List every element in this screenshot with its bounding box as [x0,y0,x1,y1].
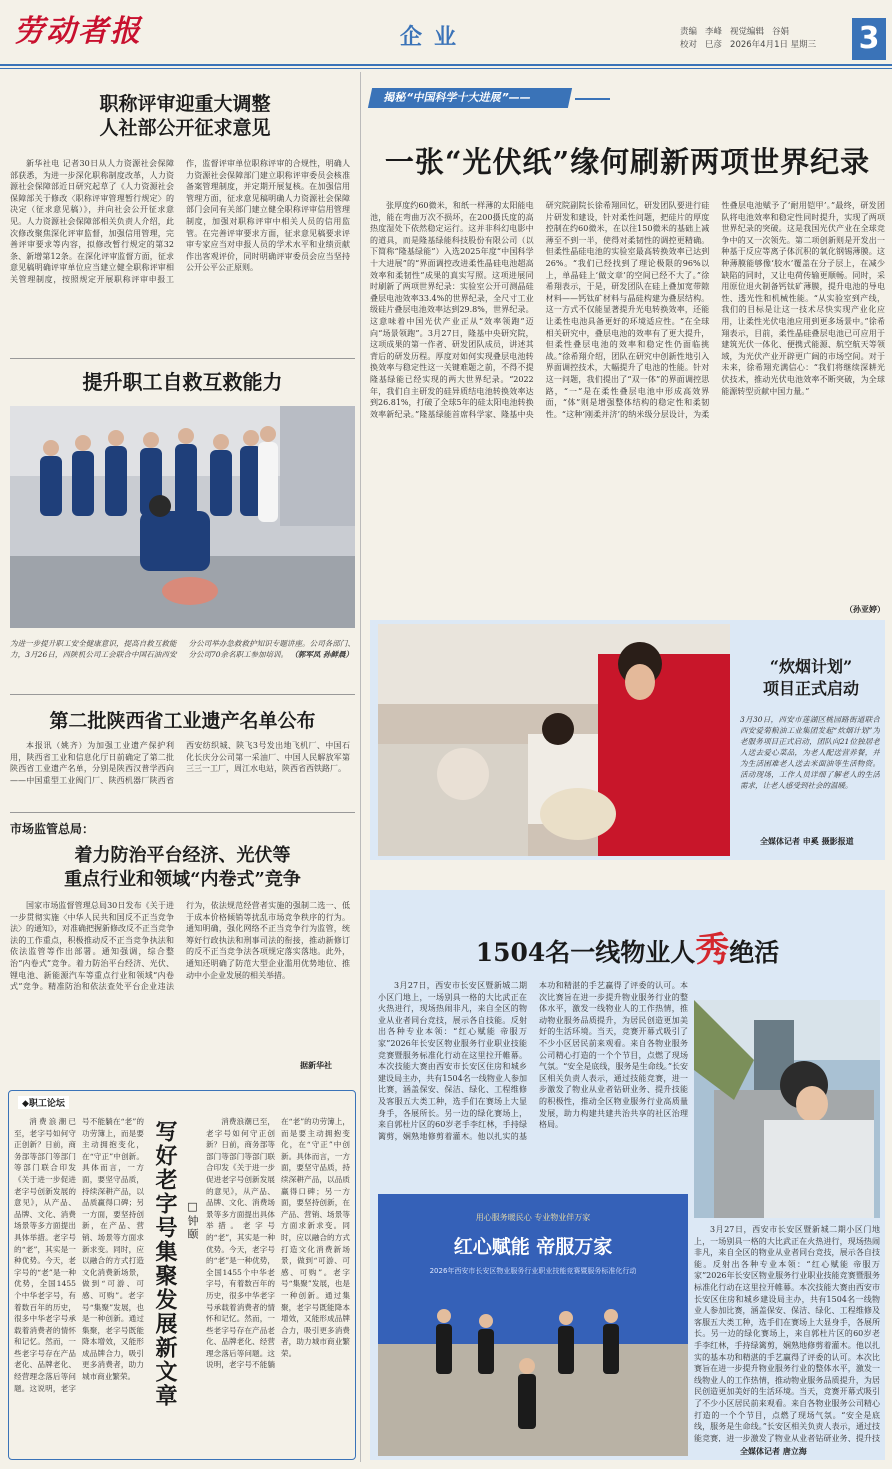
article4-title-line1: 着力防治平台经济、光伏等 [74,845,291,866]
first-aid-photo [10,406,355,628]
elder-care-photo [378,624,730,856]
forum-text-continued: 消费浪潮已至，老字号如何守正创新？日前，商务部等部门等部门等部门联合印发《关于进一步促进老字号创新发展的意见》，从产品、品牌、文化、消费场景等多方面提出具体举措。老字号的“老”，其实是一种优势。今天，老字号的“老”是一种优势，全国1455个中华老字号，有着数百年的历史，很多中华老字号承载着消费者的情怀和记忆。然而，一些老字号存在产品老化、品牌老化、经营理念落后等问题。这说明，老字号不能躺在“老”的功劳簿上，而是要主动拥抱变化，在“守正”中创新。具体而言，一方面，要坚守品质，持续深耕产品，以品质赢得口碑；另一方面，要坚持创新，在产品、营销、场景等方面求新求变。同时，应以融合的方式打造文化消费新场景，做到“可游、可感、可购”。老字号“集聚”发展，也是一种创新。通过集聚，老字号既能降本增效，又能形成品牌合力，吸引更多消费者，助力城市商业繁荣。 [206,1117,350,1370]
banner-line3: 2026年西安市长安区物业服务行业职业技能竞赛暨服务标准化行动 [429,1267,637,1275]
forum-text: 消费浪潮已至，老字号如何守正创新？日前，商务部等部门等部门等部门联合印发《关于进一步促进老字号创新发展的意见》，从产品、品牌、文化、消费场景等多方面提出具体举措。老字号的“老”，其实是一种优势。今天，老字号的“老”是一种优势，全国1455个中华老字号，有着数百年的历史，很多中华老字号承载着消费者的情怀和记忆。然而，一些老字号存在产品老化、品牌老化、经营理念落后等问题。这说明，老字号不能躺在“老”的功劳簿上，而是要主动拥抱变化，在“守正”中创新。具体而言，一方面，要坚守品质，持续深耕产品，以品质赢得口碑；另一方面，要坚持创新，在产品、营销、场景等方面求新求变。同时，应以融合的方式打造文化消费新场景，做到“可游、可感、可购”。老字号“集聚”发展，也是一种创新。通过集聚，老字号既能降本增效，又能形成品牌合力，吸引更多消费者，助力城市商业繁荣。 [14,1117,144,1393]
property-title-pre: 1504名一线物业人 [475,938,696,967]
article2-byline: （郭军凤 孙鲜晨） [290,650,354,659]
property-title-accent: 秀 [695,930,730,970]
smoke-title [738,656,884,700]
smoke-text: 3月30日，西安市莲湖区桃园路街道联合西安爱菊粮油工业集团发起“炊烟计划”为老服务项目正式启动，团队向21位独居老人送去爱心菜品，为老人配送营养餐，并为生活困难老人送去米面油等生活物资。活动现场，工作人员详细了解老人的生活需求，让老人感受到社会的温暖。 [740,715,880,790]
forum-label: ◆职工论坛 [18,1096,69,1109]
designer: 谷娟 [772,27,790,37]
article2-caption [10,638,355,684]
article3-title: 第二批陕西省工业遗产名单公布 [49,710,316,732]
header-rule-thin [0,68,892,69]
smoke-byline: 全媒体记者 申奚 摄影报道 [760,836,854,846]
property-body [378,980,688,1188]
article1-body [10,158,350,354]
masthead-logo: 劳动者报 [14,14,142,49]
page-number: 3 [852,18,886,60]
editor: 李峰 [705,27,723,37]
divider [10,812,355,813]
article4-byline: 据新华社 [300,1060,332,1070]
kicker-rule [575,98,610,100]
design-label: 视觉编辑 [730,27,765,37]
forum-author: □钟颐 [186,1200,199,1241]
property-body-right [694,1224,880,1442]
property-byline: 全媒体记者 唐立海 [740,1446,807,1456]
header-rule [0,64,892,66]
property-text-continued: 3月27日，西安市长安区暨新城二期小区门地上，一场别具一格的大比武正在火热进行，现场热闹非凡，来自全区的物业从业者同台竞技，展示各自技能。反射出各种专业本领：“红心赋能 帝服万家”2026年长安区物业服务行业职业技能竞赛暨服务标准化行动在这里拉开帷幕。本次技能大赛由西安市长安区住房和城乡建设局主办，共有1504名一线物业人参加比赛，涵盖保安、保洁、绿化、工程维修及客服五大类工种，选手们在赛场上大显身手，各展所长。另一边的绿化赛场上，来自郭杜片区的60岁老手李红林，手持绿篱剪，娴熟地修剪着灌木。他以扎实的基本功和精湛的手艺赢得了评委的认可。本次比赛旨在进一步提升物业服务行业的整体水平，激发一线物业人的工作热情，推动物业服务品质提升，为居民创造更加美好的生活环境。当天，竞赛开幕式吸引了不少小区居民前来观看。来自各物业服务公司精心打造的一个个节目，点燃了现场气氛。“安全是底线，服务是生命线。”长安区相关负责人表示，通过技能竞赛，进一步激发了物业从业者钻研业务、提升技 [694,1225,880,1442]
page-meta [680,26,824,52]
article1-text: 新华社电 记者30日从人力资源社会保障部获悉，为进一步深化职称制度改革，人力资源社会保障部近日研究起草了《人力资源社会保障部关于修改〈职称评审管理暂行规定〉的决定（征求意见稿）》，并向社会公开征求意见。人力资源社会保障部相关负责人介绍，此次修改聚焦深化评审监督，加强信用管理，完善评审要求等内容，拟修改暂行规定的第32条、新增第12条。在深化评审监督方面，征求意见稿明确评审单位应当建立健全职称评审相关管理制度，按照规定开展职称评审申报工作，监督评审单位职称评审的合规性，明确人力资源社会保障部门建立职称评审委员会核准备案管理制度，并定期开展复核。在加强信用管理方面，征求意见稿明确人力资源社会保障部门会同有关部门建立健全职称评审信用管理制度，加强对职称评审中相关人员的信用监管。在完善评审要求方面，征求意见稿要求评审专家应当对申报人员的学术水平和业绩贡献作出客观评价，同时明确评审委员会应当坚持公开公平公正原则。 [10,159,350,284]
feature-byline: （孙亚婷） [845,604,885,614]
article3-body [10,740,350,808]
article4-title [10,844,355,892]
section-name: 企业 [400,24,469,50]
feature-text: 张厚度约60微米，和纸一样薄的太阳能电池，能在弯曲万次不损坏，在200摄氏度的高热度湿处下依然稳定运行。这并非科幻电影中的道具，而是隆基绿能科技股份有限公司（以下简称“隆基绿能”）入选2025年度“中国科学十大进展”的“界面调控改进柔性晶硅电池超高效率和柔韧性”成果的真实写照。这项进展同时刷新了两项世界纪录：实验室公开可测晶硅叠层电池效率33.4%的世界纪录，全尺寸工业级硅片叠层电池效率达到29.8%，世界纪录。这意味着中国光伏产业正从“效率领跑”迈向“场景领跑”。3月27日，隆基中央研究院，这项成果的第一作者、研发团队成员，讲述其背后的研发历程。厚度对如何实现叠层电池转换效率与稳定性这一关键难题之前，不得不提隆基绿能已经实现的两大世界纪录。“2022年，我们自主研发的硅异质结电池转换效率达到26.81%，打破了全球5年的硅太阳电池转换效率新纪录。”隆基绿能首席科学家、隆基中央研究院副院长徐希翔回忆，研发团队要进行硅片研发和建设，针对柔性问题，把硅片的厚度控制在约60微米，在以往150微米的基础上减薄至不到一半，使得对柔韧性的调控更精确。但柔性晶硅电池的实验室最高转换效率已达到26%。“我们已经找到了理论极限的96%以上，单晶硅上‘做文章’的空间已经不大了。”徐希翔表示，于是，研发团队在硅上叠加宽带隙材料——钙钛矿材料与晶硅构建为叠层结构。这一方式不仅能显著提升光电转换效率，还能让柔性电池具备更好的环境适应性。“在全球相关研究中，叠层电池的效率有了更大提升，但柔性叠层电池的效率和稳定性仍面临挑战。”徐希翔介绍，团队在研究中创新性地引入界面调控技术，大幅提升了电池的性能。针对这一问题，我们提出了“双一体”的界面调控思路，“一”是在柔性叠层电池中形成高效界面，“体”则是增强整体结构的稳定性和柔韧性。“这种‘刚柔并济’的纳米级分层设计，为柔性叠层电池赋予了‘耐用铠甲’。”最终，研发团队将电池效率和稳定性同时提升，实现了两项世界纪录的突破。这是我国光伏产业在全球竞争中的又一次领先。第二项创新则是开发出一种基于反应等离子体沉积的氧化钢锡薄膜。这种薄膜能够像‘胶水’覆盖在分子层上，在减少缺陷的同时，又让电荷传输更顺畅。同时，采用原位退火制备钙钛矿薄膜，提升电池的导电性、透光性和机械性能。“从实验室到产线，我们的目标是让这一技术尽快实现产业化应用，让柔性光伏电池应用到更多场景中。”徐希翔表示，目前，柔性晶硅叠层电池已可应用于建筑光伏一体化、便携式能源、航空航天等领域，为光伏产业开辟更广阔的市场空间。对于未来，徐希翔充满信心：“我们将继续深耕光伏技术，推动光伏电池效率不断突破，为全球能源转型贡献中国力量。” [370,201,885,419]
article4-title-line2: 重点行业和领域“内卷式”竞争 [64,869,301,890]
article1-title-line1: 职称评审迎重大调整 [99,93,271,115]
property-title [370,922,885,971]
banner-line1: 用心服务暖民心 专业物业伴万家 [475,1213,591,1222]
column-divider [360,72,361,1462]
forum-body-left [14,1116,144,1454]
article4-text: 国家市场监督管理总局30日发布《关于进一步贯彻实施〈中华人民共和国反不正当竞争法〉的通知》，对准确把握新修改反不正当竞争法的工作重点，积极推动反不正当竞争执法和依法监管等作出部署。通知强调，综合整治“内卷式”竞争。着力防治平台经济、光伏、锂电池、新能源汽车等重点行业和领域“内卷式”竞争。精准防治和依法查处平台企业违法行为，依法规范经营者实施的强制二选一、低于成本价格倾销等扰乱市场竞争秩序的行为。通知明确，强化网络不正当竞争行为监管，统筹好行政执法和刑事司法的衔接，推动新修订的反不正当竞争法各项规定落实落地。此外，通知还明确了防范大型企业滥用优势地位、推动中小企业发展的相关举措。 [10,901,350,992]
smoke-title-line2: 项目正式启动 [762,679,859,698]
article1-title [40,92,330,140]
smoke-title-line1: “炊烟计划” [769,657,853,676]
proof-label: 校对 [680,40,698,50]
article3-text: 本报讯（姚齐）为加强工业遗产保护利用，陕西省工业和信息化厅日前确定了第二批陕西省工业遗产名单，分别是陕西汉普学西向——中国重型工业阀门厂、陕西机器厂陕西省西安纺织城、陕飞3号发出地飞机厂、中国石化长庆分公司第一采油厂、中国人民解放军第三三一工厂，周江水电站，陕西省西铁路厂。 [10,741,350,785]
property-text: 3月27日，西安市长安区暨新城二期小区门地上，一场别具一格的大比武正在火热进行，现场热闹非凡，来自全区的物业从业者同台竞技，展示各自技能。反射出各种专业本领：“红心赋能 帝服万家”2026年长安区物业服务行业职业技能竞赛暨服务标准化行动在这里拉开帷幕。本次技能大赛由西安市长安区住房和城乡建设局主办，共有1504名一线物业人参加比赛，涵盖保安、保洁、绿化、工程维修及客服五大类工种，选手们在赛场上大显身手，各展所长。另一边的绿化赛场上，来自郭杜片区的60岁老手李红林，手持绿篱剪，娴熟地修剪着灌木。他以扎实的基本功和精湛的手艺赢得了评委的认可。本次比赛旨在进一步提升物业服务行业的整体水平，激发一线物业人的工作热情，推动物业服务品质提升，为居民创造更加美好的生活环境。当天，竞赛开幕式吸引了不少小区居民前来观看。来自各物业服务公司精心打造的一个个节目，点燃了现场气氛。“安全是底线，服务是生命线。”长安区相关负责人表示，通过技能竞赛，进一步激发了物业从业者钻研业务、提升技能的积极性，推动全区物业服务行业高质量发展，助力构建共建共治共享的社区治理格局。 [378,981,688,1141]
feature-body [370,200,885,600]
divider [10,358,355,359]
feature-kicker: 揭秘“中国科学十大进展”—— [368,88,572,108]
article4-kicker: 市场监管总局： [10,822,95,836]
forum-body-right [206,1116,350,1454]
forum-title: 写好老字号集聚发展新文章 [152,1120,178,1408]
feature-title: 一张“光伏纸”缘何刷新两项世界纪录 [384,145,871,179]
article2-title: 提升职工自救互救能力 [82,370,283,394]
issue-date: 2026年4月1日 星期三 [730,40,817,50]
smoke-caption [740,714,880,830]
gardener-photo [694,1000,880,1218]
article4-body [10,900,350,1058]
banner-line2: 红心赋能 帝服万家 [453,1236,613,1258]
article2-caption-text: 为进一步提升职工安全健康意识，提高自救互救能力，3月26日，西陕机公司工会联合中国石油西安分公司举办急救救护知识专题讲座。公司各部门、分公司70余名职工参加培训。 [10,639,355,659]
proofer: 巳彦 [705,40,723,50]
editor-label: 责编 [680,27,698,37]
divider [10,694,355,695]
article1-title-line2: 人社部公开征求意见 [99,117,271,139]
property-title-post: 绝活 [729,938,780,967]
